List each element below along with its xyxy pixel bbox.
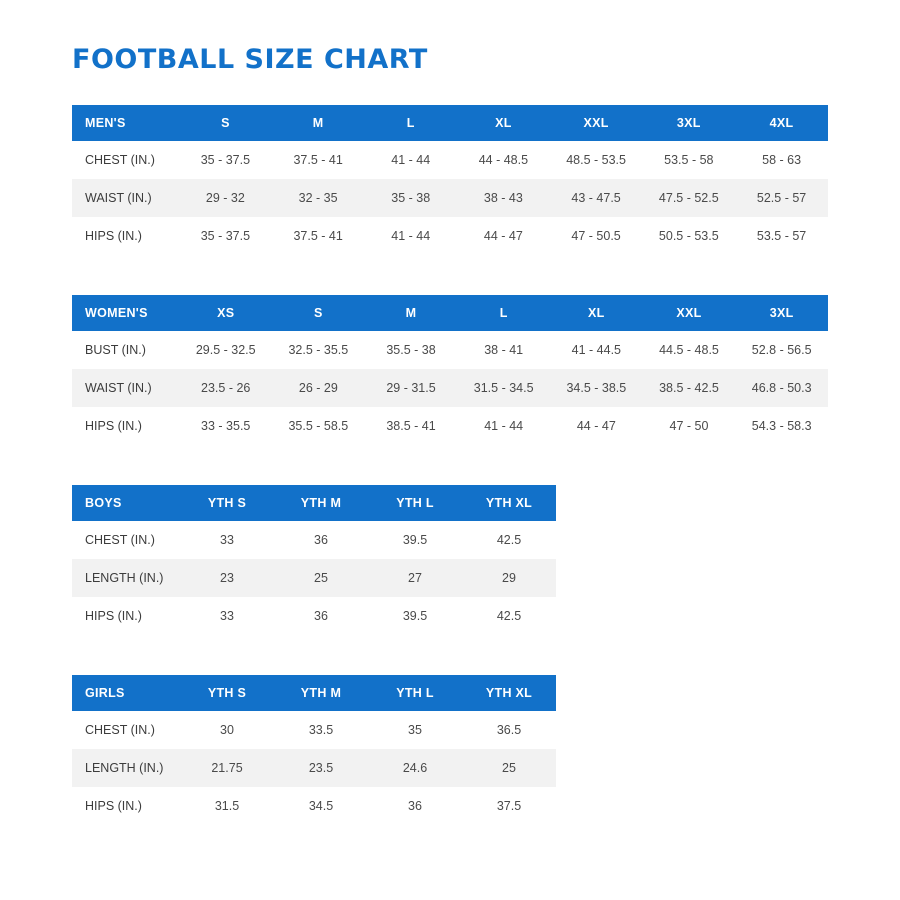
table-cell: 31.5: [180, 787, 274, 825]
column-header: M: [272, 105, 365, 141]
column-header: 3XL: [642, 105, 735, 141]
table-cell: 44 - 47: [457, 217, 550, 255]
table-cell: 35 - 38: [364, 179, 457, 217]
table-cell: 23.5: [274, 749, 368, 787]
table-cell: 47.5 - 52.5: [642, 179, 735, 217]
table-cell: 23.5 - 26: [179, 369, 272, 407]
table-header-row: [72, 105, 828, 141]
table-cell: 52.5 - 57: [735, 179, 828, 217]
table-cell: 37.5 - 41: [272, 217, 365, 255]
table-row: [72, 369, 828, 407]
column-header: YTH XL: [462, 485, 556, 521]
column-header: XL: [550, 295, 643, 331]
table-cell: 38 - 41: [457, 331, 550, 369]
table-cell: 24.6: [368, 749, 462, 787]
column-header: YTH S: [180, 485, 274, 521]
table-header-row: [72, 675, 556, 711]
table-cell: 46.8 - 50.3: [735, 369, 828, 407]
table-cell: 29 - 32: [179, 179, 272, 217]
table-cell: 54.3 - 58.3: [735, 407, 828, 445]
table-cell: 53.5 - 58: [642, 141, 735, 179]
table-row: [72, 217, 828, 255]
row-label: LENGTH (IN.): [72, 559, 180, 597]
table-row: [72, 179, 828, 217]
column-header: YTH L: [368, 485, 462, 521]
table-cell: 53.5 - 57: [735, 217, 828, 255]
table-cell: 39.5: [368, 597, 462, 635]
table-cell: 35.5 - 58.5: [272, 407, 365, 445]
table-cell: 38.5 - 41: [365, 407, 458, 445]
table-cell: 35 - 37.5: [179, 141, 272, 179]
table-cell: 36: [274, 521, 368, 559]
table-cell: 41 - 44: [364, 141, 457, 179]
row-label: HIPS (IN.): [72, 787, 180, 825]
column-header: 3XL: [735, 295, 828, 331]
row-label: HIPS (IN.): [72, 217, 179, 255]
column-header: XXL: [550, 105, 643, 141]
column-header: XXL: [643, 295, 736, 331]
column-header: GIRLS: [72, 675, 180, 711]
column-header: WOMEN'S: [72, 295, 179, 331]
table-header-row: [72, 295, 828, 331]
column-header: L: [457, 295, 550, 331]
table-cell: 38 - 43: [457, 179, 550, 217]
row-label: BUST (IN.): [72, 331, 179, 369]
table-row: [72, 407, 828, 445]
table-cell: 33: [180, 521, 274, 559]
table-cell: 37.5 - 41: [272, 141, 365, 179]
table-cell: 50.5 - 53.5: [642, 217, 735, 255]
table-row: [72, 787, 556, 825]
table-row: [72, 141, 828, 179]
table-cell: 33: [180, 597, 274, 635]
column-header: S: [179, 105, 272, 141]
boys-size-table: [72, 485, 556, 635]
row-label: CHEST (IN.): [72, 521, 180, 559]
row-label: LENGTH (IN.): [72, 749, 180, 787]
table-row: [72, 331, 828, 369]
table-cell: 41 - 44: [364, 217, 457, 255]
column-header: YTH M: [274, 675, 368, 711]
table-cell: 31.5 - 34.5: [457, 369, 550, 407]
table-header-row: [72, 485, 556, 521]
column-header: 4XL: [735, 105, 828, 141]
table-row: [72, 597, 556, 635]
column-header: XL: [457, 105, 550, 141]
row-label: HIPS (IN.): [72, 407, 179, 445]
table-cell: 36.5: [462, 711, 556, 749]
table-cell: 35: [368, 711, 462, 749]
table-cell: 25: [274, 559, 368, 597]
table-cell: 39.5: [368, 521, 462, 559]
column-header: MEN'S: [72, 105, 179, 141]
table-cell: 36: [274, 597, 368, 635]
column-header: L: [364, 105, 457, 141]
column-header: S: [272, 295, 365, 331]
table-cell: 30: [180, 711, 274, 749]
table-cell: 44 - 48.5: [457, 141, 550, 179]
table-cell: 32 - 35: [272, 179, 365, 217]
row-label: HIPS (IN.): [72, 597, 180, 635]
table-cell: 52.8 - 56.5: [735, 331, 828, 369]
table-cell: 29: [462, 559, 556, 597]
table-cell: 37.5: [462, 787, 556, 825]
column-header: YTH XL: [462, 675, 556, 711]
mens-size-table: [72, 105, 828, 255]
table-cell: 41 - 44.5: [550, 331, 643, 369]
table-cell: 32.5 - 35.5: [272, 331, 365, 369]
girls-size-table: [72, 675, 556, 825]
table-cell: 44.5 - 48.5: [643, 331, 736, 369]
column-header: YTH S: [180, 675, 274, 711]
table-row: [72, 749, 556, 787]
table-cell: 34.5 - 38.5: [550, 369, 643, 407]
row-label: WAIST (IN.): [72, 369, 179, 407]
table-cell: 42.5: [462, 521, 556, 559]
column-header: YTH M: [274, 485, 368, 521]
table-cell: 29 - 31.5: [365, 369, 458, 407]
womens-size-table: [72, 295, 828, 445]
row-label: CHEST (IN.): [72, 711, 180, 749]
table-cell: 38.5 - 42.5: [643, 369, 736, 407]
page-title: FOOTBALL SIZE CHART: [72, 44, 428, 75]
table-row: [72, 559, 556, 597]
table-row: [72, 711, 556, 749]
table-cell: 33.5: [274, 711, 368, 749]
table-cell: 36: [368, 787, 462, 825]
table-cell: 42.5: [462, 597, 556, 635]
table-cell: 47 - 50.5: [550, 217, 643, 255]
table-cell: 58 - 63: [735, 141, 828, 179]
table-cell: 35.5 - 38: [365, 331, 458, 369]
table-cell: 21.75: [180, 749, 274, 787]
column-header: M: [365, 295, 458, 331]
table-cell: 26 - 29: [272, 369, 365, 407]
table-cell: 35 - 37.5: [179, 217, 272, 255]
column-header: YTH L: [368, 675, 462, 711]
row-label: WAIST (IN.): [72, 179, 179, 217]
table-cell: 27: [368, 559, 462, 597]
column-header: BOYS: [72, 485, 180, 521]
row-label: CHEST (IN.): [72, 141, 179, 179]
table-cell: 47 - 50: [643, 407, 736, 445]
table-cell: 41 - 44: [457, 407, 550, 445]
table-row: [72, 521, 556, 559]
column-header: XS: [179, 295, 272, 331]
table-cell: 43 - 47.5: [550, 179, 643, 217]
table-cell: 29.5 - 32.5: [179, 331, 272, 369]
table-cell: 25: [462, 749, 556, 787]
table-cell: 34.5: [274, 787, 368, 825]
table-cell: 44 - 47: [550, 407, 643, 445]
table-cell: 48.5 - 53.5: [550, 141, 643, 179]
table-cell: 33 - 35.5: [179, 407, 272, 445]
table-cell: 23: [180, 559, 274, 597]
